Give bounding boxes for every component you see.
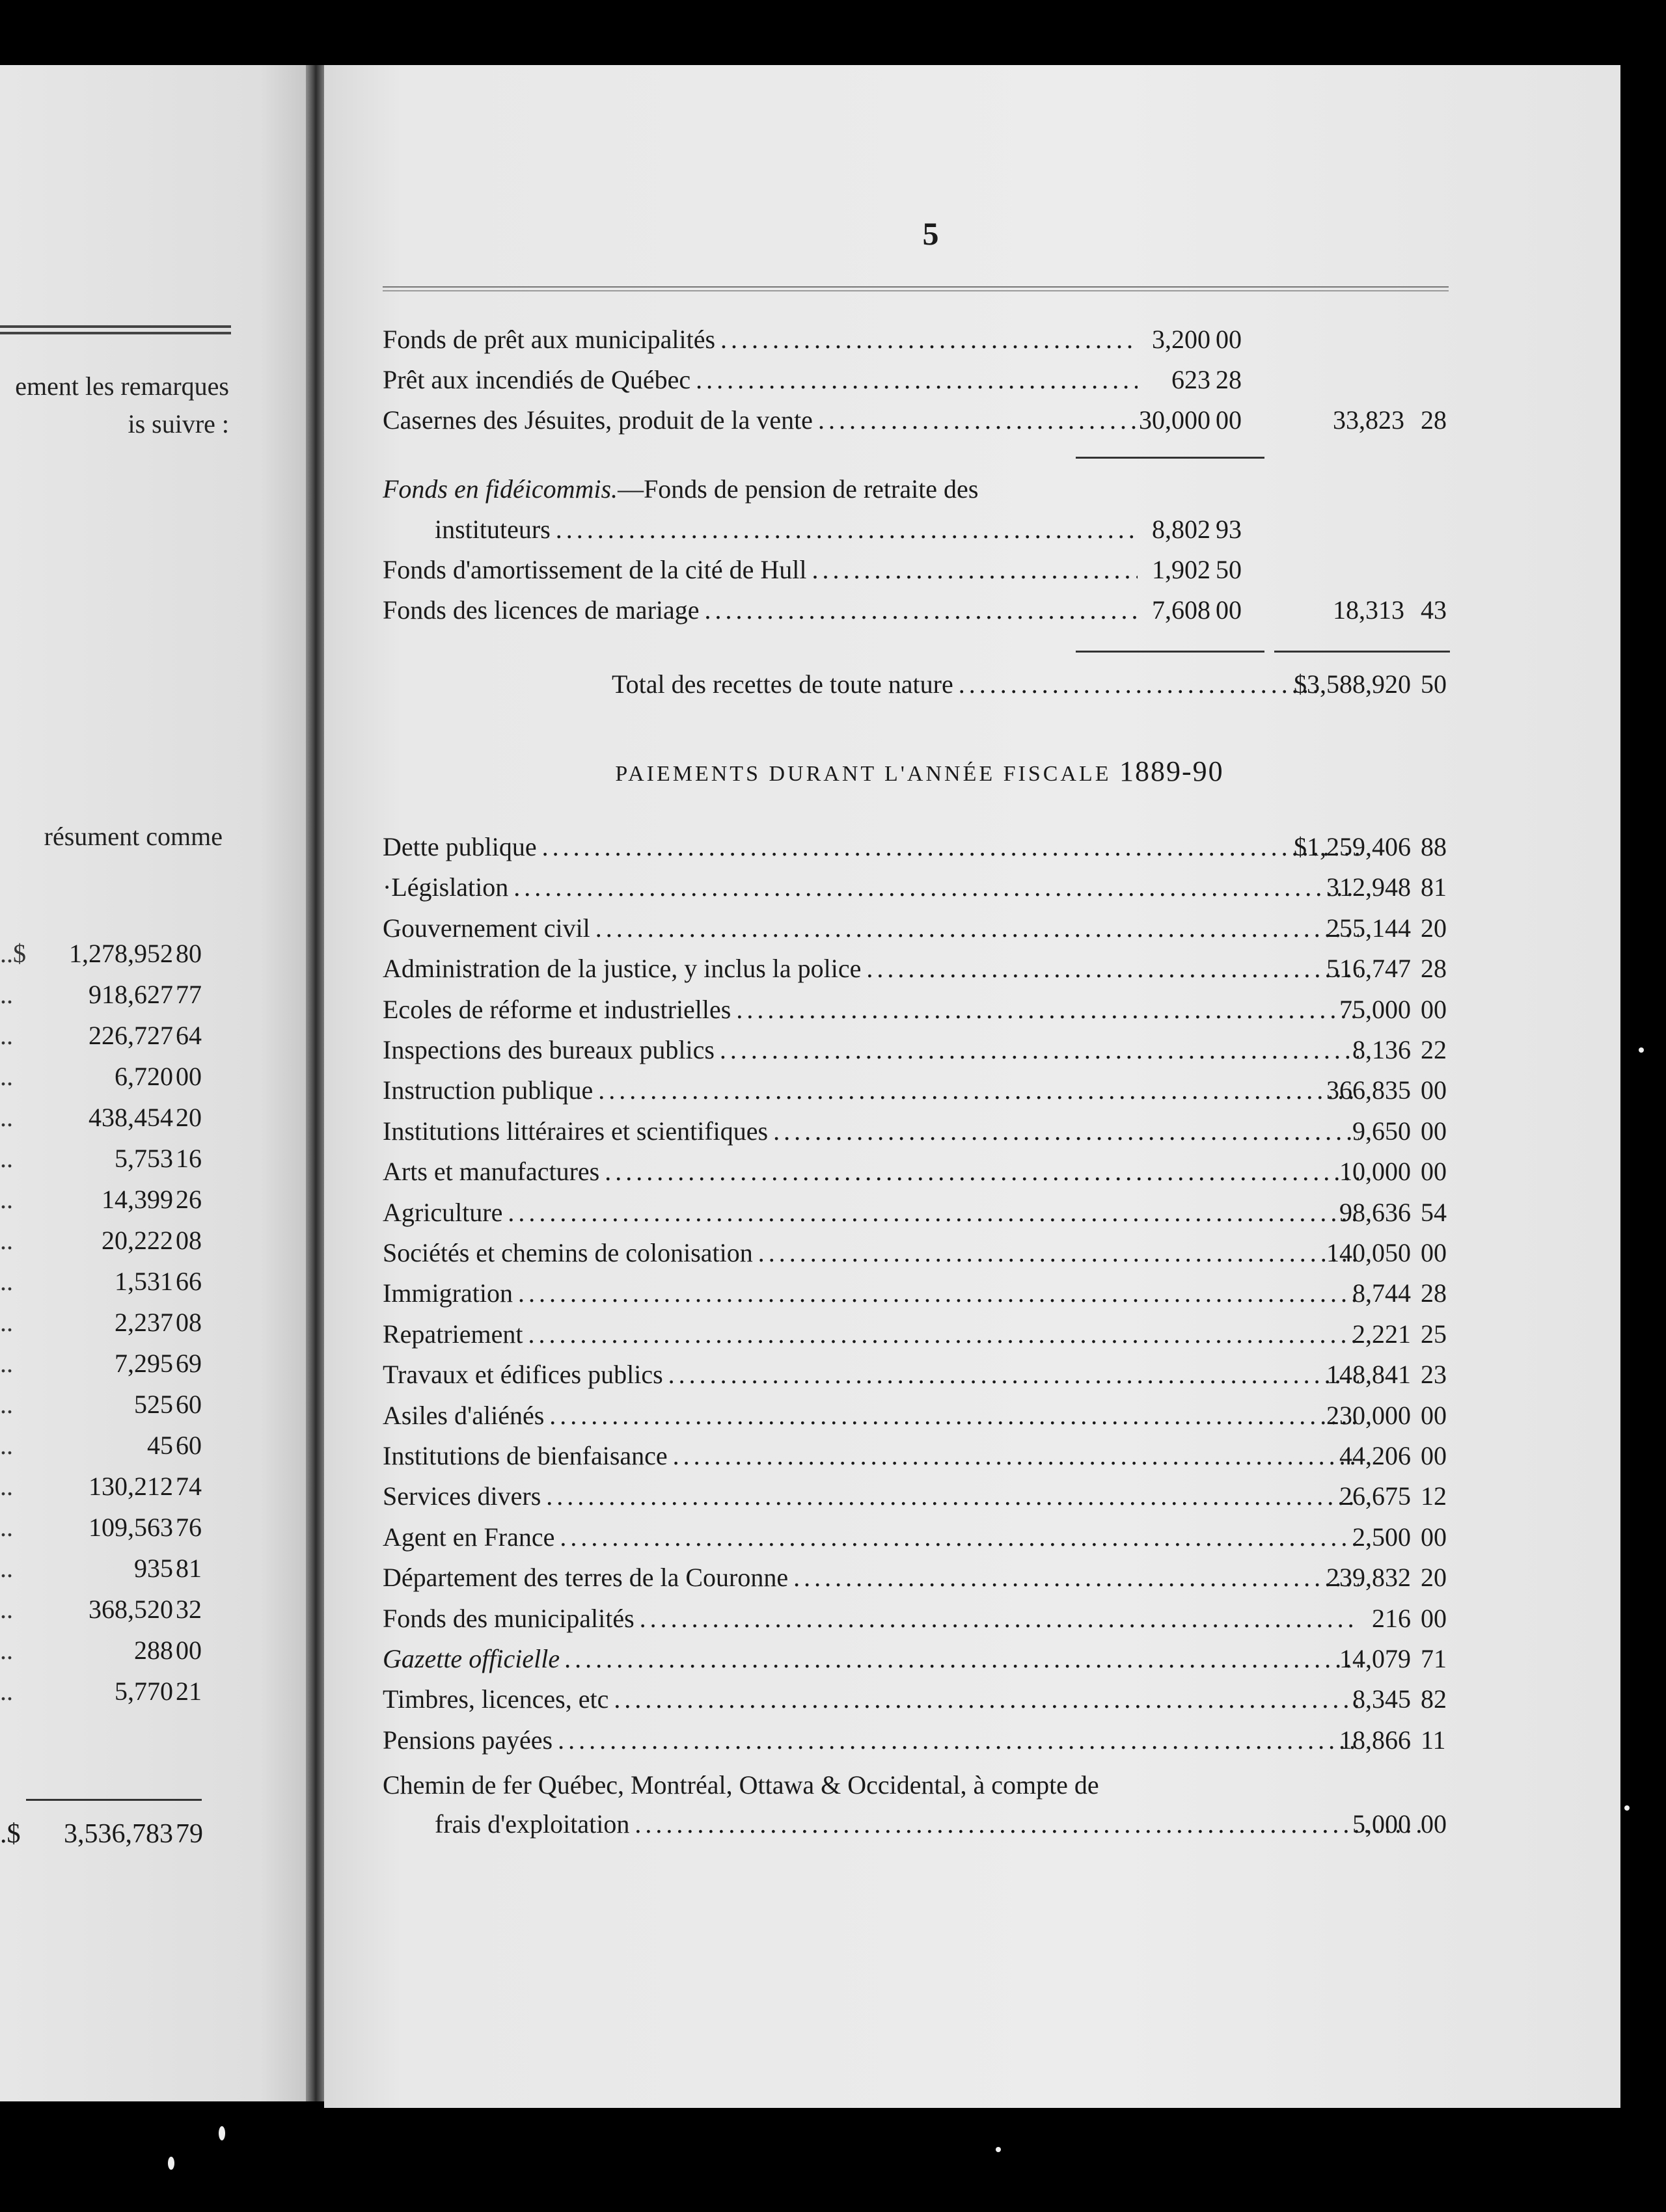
grand-total-amount: $3,588,920 (1294, 669, 1411, 699)
right-page (324, 65, 1620, 2108)
left-row-cents: 00 (176, 1062, 202, 1091)
payment-amount: 239,832 (1326, 1563, 1411, 1592)
left-row-lead: .. (0, 1021, 13, 1050)
left-row-lead: ..$ (0, 939, 26, 968)
left-row-cents: 77 (176, 980, 202, 1009)
last-payment-line2 (383, 1809, 1456, 1848)
left-page-row (0, 1102, 202, 1142)
receipt-amount: 3,200 (1152, 325, 1210, 354)
left-row-value: 288 (134, 1636, 173, 1665)
payment-desc (383, 1034, 1359, 1065)
left-page-row (0, 1184, 202, 1224)
left-page-row (0, 938, 202, 978)
left-page-row (0, 1061, 202, 1101)
payment-desc (383, 1562, 1359, 1593)
payment-amount: 98,636 (1339, 1198, 1411, 1227)
scan-speck (219, 2126, 225, 2140)
payment-cents: 28 (1421, 1278, 1447, 1308)
left-row-value: 5,770 (115, 1677, 173, 1706)
payment-cents: 20 (1421, 913, 1447, 943)
trust-heading-italic: Fonds en fidéicommis. (383, 474, 618, 504)
payment-amount: 9,650 (1352, 1116, 1411, 1146)
receipt-amount: 30,000 (1139, 405, 1210, 435)
scan-speck (1639, 1047, 1644, 1053)
last-payment-amount: 5,000 (1352, 1809, 1411, 1839)
payment-cents: 82 (1421, 1684, 1447, 1714)
left-row-cents: 21 (176, 1677, 202, 1706)
payment-label: Timbres, licences, etc . . . (383, 1684, 1359, 1714)
left-page-total (0, 1818, 202, 1859)
left-row-lead: .. (0, 1103, 13, 1132)
section-title-text: PAIEMENTS DURANT L'ANNÉE FISCALE (615, 762, 1112, 786)
payment-label: Administration de la justice, y inclus la police . . . (383, 954, 1359, 983)
payment-desc (383, 831, 1359, 862)
left-page-row (0, 1635, 202, 1675)
grand-total-label: Total des recettes de toute nature . . . (612, 669, 1321, 699)
left-row-lead: .. (0, 1144, 13, 1173)
payment-desc (383, 1440, 1359, 1471)
payment-amount: 75,000 (1339, 995, 1411, 1024)
receipt-amount: 623 (1171, 365, 1210, 394)
left-page-row (0, 1348, 202, 1388)
left-row-cents: 74 (176, 1472, 202, 1501)
left-row-cents: 16 (176, 1144, 202, 1173)
last-payment-line1 (383, 1770, 1456, 1809)
left-row-value: 45 (147, 1431, 173, 1460)
payment-label: Gouvernement civil . . . (383, 913, 1359, 943)
payment-cents: 00 (1421, 995, 1447, 1024)
left-total-lead: .$ (0, 1819, 21, 1849)
payment-cents: 54 (1421, 1198, 1447, 1227)
payment-cents: 12 (1421, 1481, 1447, 1511)
payment-row (383, 1075, 1456, 1114)
payment-row (383, 1481, 1456, 1520)
payment-amount: 148,841 (1326, 1360, 1411, 1389)
receipt-cents: 00 (1216, 405, 1242, 435)
receipt-total: 33,823 (1333, 405, 1404, 435)
payment-amount: 8,345 (1352, 1684, 1411, 1714)
payment-amount: 516,747 (1326, 954, 1411, 983)
left-page-row (0, 1512, 202, 1552)
receipt-total-cents: 28 (1421, 405, 1447, 435)
payment-row (383, 1237, 1456, 1276)
grand-total-cents: 50 (1421, 669, 1447, 699)
payment-label: Pensions payées . . . (383, 1725, 1359, 1755)
left-total-cents: 79 (176, 1819, 203, 1849)
trust-desc (383, 595, 1138, 625)
scan-speck (168, 2157, 174, 2170)
last-payment-cents: 00 (1421, 1809, 1447, 1839)
left-row-value: 918,627 (89, 980, 173, 1009)
left-row-lead: .. (0, 1595, 13, 1624)
receipt-desc (383, 405, 1138, 435)
payment-label: Agent en France . . . (383, 1522, 1359, 1552)
trust-label: Fonds d'amortissement de la cité de Hull . . . (383, 555, 1138, 584)
payment-amount: $1,259,406 (1294, 832, 1411, 861)
left-row-cents: 20 (176, 1103, 202, 1132)
left-row-lead: .. (0, 1677, 13, 1706)
payment-desc (383, 1156, 1359, 1187)
payment-amount: 255,144 (1326, 913, 1411, 943)
left-page-row (0, 1143, 202, 1183)
left-row-lead: .. (0, 1267, 13, 1296)
payment-label: Département des terres de la Couronne . . . (383, 1563, 1359, 1592)
left-row-cents: 32 (176, 1595, 202, 1624)
left-page-line: résument comme (44, 822, 223, 851)
left-row-cents: 81 (176, 1554, 202, 1583)
payment-cents: 00 (1421, 1157, 1447, 1186)
left-row-lead: .. (0, 1390, 13, 1419)
payment-row (383, 1197, 1456, 1236)
payment-desc (383, 1725, 1359, 1755)
book-gutter (306, 65, 324, 2101)
payment-row (383, 953, 1456, 992)
left-row-lead: .. (0, 980, 13, 1009)
payment-row (383, 1643, 1456, 1682)
payment-label: Institutions littéraires et scientifiques . . . (383, 1116, 1359, 1146)
page-number: 5 (922, 215, 939, 252)
payment-cents: 22 (1421, 1035, 1447, 1064)
trust-amount: 1,902 (1152, 555, 1210, 584)
left-row-value: 7,295 (115, 1349, 173, 1378)
left-page-line: ement les remarques (15, 371, 229, 401)
payment-label: Dette publique . . . (383, 832, 1359, 861)
trust-amount: 7,608 (1152, 595, 1210, 625)
left-total-value: 3,536,783 (64, 1819, 173, 1849)
trust-cents: 50 (1216, 555, 1242, 584)
payment-amount: 18,866 (1339, 1725, 1411, 1755)
payment-desc (383, 1278, 1359, 1308)
payment-label: Gazette officielle . . . (383, 1644, 1359, 1673)
left-page-row (0, 1471, 202, 1511)
payment-cents: 00 (1421, 1401, 1447, 1430)
left-row-cents: 69 (176, 1349, 202, 1378)
payment-row (383, 872, 1456, 911)
payment-label: Asiles d'aliénés . . . (383, 1401, 1359, 1430)
payment-label: Ecoles de réforme et industrielles . . . (383, 995, 1359, 1024)
payment-row (383, 1562, 1456, 1601)
payment-amount: 366,835 (1326, 1075, 1411, 1105)
trust-amount: 8,802 (1152, 515, 1210, 544)
payment-label: Instruction publique . . . (383, 1075, 1359, 1105)
trust-cents: 00 (1216, 595, 1242, 625)
left-row-value: 1,531 (115, 1267, 173, 1296)
payment-row (383, 1400, 1456, 1439)
payment-row (383, 831, 1456, 870)
left-row-value: 525 (134, 1390, 173, 1419)
left-row-cents: 76 (176, 1513, 202, 1542)
payment-cents: 23 (1421, 1360, 1447, 1389)
payment-label: Agriculture . . . (383, 1198, 1359, 1227)
payment-row (383, 913, 1456, 952)
trust-row (383, 595, 1456, 634)
left-row-cents: 66 (176, 1267, 202, 1296)
left-row-value: 1,278,952 (69, 939, 173, 968)
left-row-lead: .. (0, 1513, 13, 1542)
left-page-rule (0, 325, 231, 334)
left-page-row (0, 1594, 202, 1634)
trust-label: Fonds des licences de mariage . . . (383, 595, 1138, 625)
payment-amount: 2,221 (1352, 1319, 1411, 1349)
receipt-label: Prêt aux incendiés de Québec . . . (383, 365, 1138, 394)
left-row-value: 14,399 (102, 1185, 173, 1214)
left-row-value: 2,237 (115, 1308, 173, 1337)
left-row-lead: .. (0, 1185, 13, 1214)
trust-desc (383, 554, 1138, 585)
payment-amount: 312,948 (1326, 872, 1411, 902)
left-row-lead: .. (0, 1062, 13, 1091)
payment-amount: 8,744 (1352, 1278, 1411, 1308)
left-page (0, 65, 306, 2101)
payment-row (383, 1034, 1456, 1073)
left-page-row (0, 1430, 202, 1470)
payment-desc (383, 1319, 1359, 1349)
left-row-value: 935 (134, 1554, 173, 1583)
receipt-row (383, 405, 1456, 444)
payment-cents: 00 (1421, 1604, 1447, 1633)
last-payment-desc: frais d'exploitation . . . (435, 1809, 1424, 1839)
payment-row (383, 1319, 1456, 1358)
trust-row (383, 554, 1456, 593)
left-page-row (0, 1225, 202, 1265)
left-row-lead: .. (0, 1349, 13, 1378)
left-row-value: 6,720 (115, 1062, 173, 1091)
scan-speck (996, 2147, 1001, 2152)
trust-label: instituteurs . . . (435, 515, 1138, 544)
payment-desc (383, 1684, 1359, 1714)
left-row-lead: .. (0, 1226, 13, 1255)
left-row-cents: 26 (176, 1185, 202, 1214)
payment-desc (383, 1075, 1359, 1105)
receipt-label: Casernes des Jésuites, produit de la vente . . . (383, 405, 1138, 435)
left-row-value: 5,753 (115, 1144, 173, 1173)
left-row-cents: 60 (176, 1390, 202, 1419)
payment-desc (383, 1522, 1359, 1552)
trust-desc (435, 514, 1138, 545)
left-row-value: 438,454 (89, 1103, 173, 1132)
left-page-row (0, 1676, 202, 1716)
left-row-cents: 64 (176, 1021, 202, 1050)
left-row-lead: .. (0, 1431, 13, 1460)
payment-amount: 10,000 (1339, 1157, 1411, 1186)
payment-amount: 140,050 (1326, 1238, 1411, 1267)
payment-label: ·Législation . . . (383, 872, 1359, 902)
payment-cents: 00 (1421, 1441, 1447, 1470)
left-page-line: is suivre : (128, 409, 229, 438)
payment-label: Services divers . . . (383, 1481, 1359, 1511)
payment-row (383, 1156, 1456, 1195)
trust-total: 18,313 (1333, 595, 1404, 625)
receipt-cents: 28 (1216, 365, 1242, 394)
left-row-lead: .. (0, 1554, 13, 1583)
payment-row (383, 1725, 1456, 1764)
payment-desc (383, 1197, 1359, 1228)
payment-desc (383, 1116, 1359, 1146)
left-page-row (0, 979, 202, 1019)
payment-cents: 88 (1421, 832, 1447, 861)
payment-cents: 71 (1421, 1644, 1447, 1673)
left-row-cents: 08 (176, 1226, 202, 1255)
left-row-value: 226,727 (89, 1021, 173, 1050)
payment-row (383, 1278, 1456, 1317)
section-title (383, 755, 1456, 788)
payment-desc (383, 994, 1359, 1025)
left-row-value: 130,212 (89, 1472, 173, 1501)
payment-amount: 2,500 (1352, 1522, 1411, 1552)
receipt-label: Fonds de prêt aux municipalités . . . (383, 325, 1138, 354)
receipt-row (383, 324, 1456, 363)
receipt-desc (383, 364, 1138, 395)
trust-total-rule (1274, 651, 1450, 653)
left-row-value: 20,222 (102, 1226, 173, 1255)
payment-desc (383, 1400, 1359, 1431)
payment-row (383, 1522, 1456, 1561)
payment-desc (383, 1481, 1359, 1511)
payment-label: Immigration . . . (383, 1278, 1359, 1308)
payment-label: Repatriement . . . (383, 1319, 1359, 1349)
header-rule (383, 286, 1449, 291)
payment-row (383, 994, 1456, 1033)
payment-amount: 14,079 (1339, 1644, 1411, 1673)
payment-desc (383, 872, 1359, 902)
left-row-lead: .. (0, 1636, 13, 1665)
payment-label: Arts et manufactures . . . (383, 1157, 1359, 1186)
payment-cents: 00 (1421, 1075, 1447, 1105)
trust-row (383, 514, 1456, 553)
payment-row (383, 1116, 1456, 1155)
payment-cents: 28 (1421, 954, 1447, 983)
payment-cents: 25 (1421, 1319, 1447, 1349)
payment-desc (383, 1643, 1359, 1674)
payment-amount: 44,206 (1339, 1441, 1411, 1470)
receipt-cents: 00 (1216, 325, 1242, 354)
left-page-row (0, 1553, 202, 1593)
payment-label: Travaux et édifices publics . . . (383, 1360, 1359, 1389)
left-row-cents: 80 (176, 939, 202, 968)
trust-heading-text: —Fonds de pension de retraite des (618, 474, 979, 504)
scan-speck (1624, 1805, 1630, 1811)
trust-subtotal-rule (1076, 651, 1264, 653)
left-page-row (0, 1307, 202, 1347)
left-page-row (0, 1020, 202, 1060)
receipt-row (383, 364, 1456, 403)
payment-desc (383, 1603, 1359, 1634)
payment-row (383, 1359, 1456, 1398)
trust-cents: 93 (1216, 515, 1242, 544)
left-row-cents: 08 (176, 1308, 202, 1337)
left-row-value: 368,520 (89, 1595, 173, 1624)
payment-label: Sociétés et chemins de colonisation . . . (383, 1238, 1359, 1267)
payment-label: Inspections des bureaux publics . . . (383, 1035, 1359, 1064)
left-row-value: 109,563 (89, 1513, 173, 1542)
last-payment-text: Chemin de fer Québec, Montréal, Ottawa & Occidental, à compte de (383, 1770, 1099, 1800)
trust-total-cents: 43 (1421, 595, 1447, 625)
payment-amount: 8,136 (1352, 1035, 1411, 1064)
receipt-desc (383, 324, 1138, 355)
payment-amount: 230,000 (1326, 1401, 1411, 1430)
payment-cents: 00 (1421, 1238, 1447, 1267)
subtotal-rule (1076, 457, 1264, 459)
payment-cents: 81 (1421, 872, 1447, 902)
payment-amount: 216 (1372, 1604, 1411, 1633)
payment-label: Fonds des municipalités . . . (383, 1604, 1359, 1633)
payment-desc (383, 953, 1359, 984)
payment-row (383, 1440, 1456, 1479)
left-row-lead: .. (0, 1472, 13, 1501)
payment-desc (383, 913, 1359, 943)
left-page-row (0, 1389, 202, 1429)
payment-row (383, 1684, 1456, 1723)
trust-heading (383, 474, 1456, 513)
payment-cents: 11 (1421, 1725, 1446, 1755)
left-page-row (0, 1266, 202, 1306)
payment-desc (383, 1237, 1359, 1268)
payment-cents: 00 (1421, 1116, 1447, 1146)
left-row-cents: 00 (176, 1636, 202, 1665)
payment-label: Institutions de bienfaisance . . . (383, 1441, 1359, 1470)
grand-total-row (383, 669, 1456, 708)
payment-row (383, 1603, 1456, 1642)
left-total-rule (26, 1799, 202, 1801)
payment-amount: 26,675 (1339, 1481, 1411, 1511)
payment-desc (383, 1359, 1359, 1390)
left-row-lead: .. (0, 1308, 13, 1337)
section-year: 1889-90 (1119, 755, 1224, 787)
payment-cents: 00 (1421, 1522, 1447, 1552)
payment-cents: 20 (1421, 1563, 1447, 1592)
left-row-cents: 60 (176, 1431, 202, 1460)
